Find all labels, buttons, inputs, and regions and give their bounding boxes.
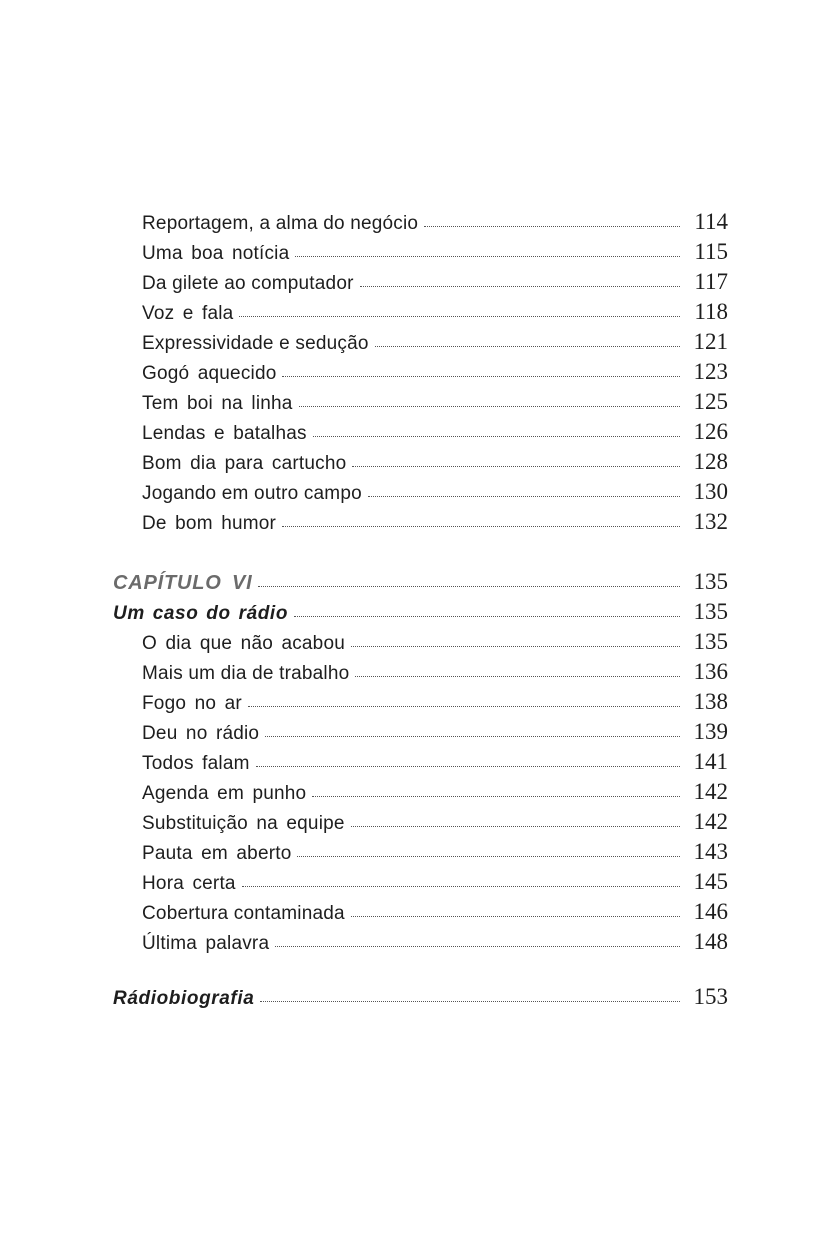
toc-entry	[0, 507, 828, 537]
toc-entry	[0, 687, 828, 717]
dot-leader	[282, 525, 680, 527]
toc-entry-page: 142	[693, 779, 728, 804]
toc-entry	[0, 837, 828, 867]
dot-leader	[351, 645, 680, 647]
toc-entry-page: 142	[693, 809, 728, 834]
toc-entry-page: 130	[693, 479, 728, 504]
dot-leader	[265, 735, 680, 737]
toc-entry-title: Reportagem, a alma do negócio	[142, 213, 419, 234]
toc-entry-page: 135	[693, 599, 728, 624]
toc-entry-title: Agenda em punho	[142, 783, 307, 804]
dot-leader	[239, 315, 680, 317]
toc-entry-title: Substituição na equipe	[142, 813, 345, 834]
toc-entry-title: Deu no rádio	[142, 723, 260, 744]
toc-entry-title: Todos falam	[142, 753, 250, 774]
dot-leader	[424, 225, 680, 227]
dot-leader	[295, 255, 680, 257]
toc-entry-page: 148	[693, 929, 728, 954]
toc-section-heading	[0, 982, 828, 1012]
toc-entry-title: Jogando em outro campo	[142, 483, 362, 504]
toc-entry	[0, 477, 828, 507]
toc-entry	[0, 747, 828, 777]
toc-entry-title: Um caso do rádio	[113, 603, 289, 624]
toc-entry-page: 153	[693, 984, 728, 1009]
toc-entry	[0, 927, 828, 957]
dot-leader	[242, 885, 680, 887]
toc-entry-title: Voz e fala	[142, 303, 234, 324]
toc-entry-title: Pauta em aberto	[142, 843, 292, 864]
toc-entry-page: 128	[693, 449, 728, 474]
dot-leader	[282, 375, 680, 377]
toc-entry-page: 139	[693, 719, 728, 744]
dot-leader	[313, 435, 680, 437]
toc-entry	[0, 447, 828, 477]
dot-leader	[258, 585, 680, 587]
toc-entry-title: Bom dia para cartucho	[142, 453, 347, 474]
toc-entry-page: 138	[693, 689, 728, 714]
toc-entry-title: Hora certa	[142, 873, 236, 894]
toc-entry-page: 117	[694, 269, 728, 294]
dot-leader	[256, 765, 680, 767]
toc-entry-title: Da gilete ao computador	[142, 273, 354, 294]
toc-entry-page: 118	[694, 299, 728, 324]
toc-entry	[0, 807, 828, 837]
dot-leader	[260, 1000, 680, 1002]
toc-entry-title: Mais um dia de trabalho	[142, 663, 350, 684]
toc-entry-page: 136	[693, 659, 728, 684]
toc-entry	[0, 357, 828, 387]
toc-entry	[0, 387, 828, 417]
dot-leader	[299, 405, 680, 407]
dot-leader	[351, 915, 680, 917]
toc-entry-title: Rádiobiografia	[113, 988, 255, 1009]
toc-entry-title: De bom humor	[142, 513, 277, 534]
toc-entry-title: Fogo no ar	[142, 693, 242, 714]
toc-entry-page: 114	[694, 209, 728, 234]
toc-entry-title: O dia que não acabou	[142, 633, 345, 654]
toc-entry-page: 141	[693, 749, 728, 774]
toc-entry	[0, 327, 828, 357]
toc-section-heading	[0, 597, 828, 627]
toc-entry-page: 115	[694, 239, 728, 264]
toc-entry-title: Expressividade e sedução	[142, 333, 369, 354]
toc-entry-page: 145	[693, 869, 728, 894]
toc-entry-page: 143	[693, 839, 728, 864]
toc-entry-title: Uma boa notícia	[142, 243, 290, 264]
toc-entry	[0, 627, 828, 657]
dot-leader	[351, 825, 680, 827]
toc-entry-title: Gogó aquecido	[142, 363, 277, 384]
toc-entry-title: CAPÍTULO VI	[113, 572, 253, 594]
toc-chapter-heading	[0, 567, 828, 597]
toc-entry-page: 126	[693, 419, 728, 444]
toc-entry	[0, 867, 828, 897]
toc-entry-page: 121	[693, 329, 728, 354]
toc-entry-title: Tem boi na linha	[142, 393, 293, 414]
toc-entry-page: 132	[693, 509, 728, 534]
dot-leader	[294, 615, 680, 617]
toc-entry-title: Última palavra	[142, 933, 270, 954]
toc-entry-title: Cobertura contaminada	[142, 903, 345, 924]
dot-leader	[368, 495, 680, 497]
toc-entry	[0, 717, 828, 747]
toc-entry	[0, 207, 828, 237]
dot-leader	[352, 465, 680, 467]
dot-leader	[275, 945, 680, 947]
toc-entry-page: 123	[693, 359, 728, 384]
dot-leader	[297, 855, 680, 857]
toc-entry-page: 146	[693, 899, 728, 924]
toc-entry	[0, 657, 828, 687]
toc-entry	[0, 897, 828, 927]
toc-entry-page: 135	[693, 629, 728, 654]
dot-leader	[375, 345, 680, 347]
toc-entry	[0, 417, 828, 447]
dot-leader	[355, 675, 680, 677]
toc-entry-page: 125	[693, 389, 728, 414]
toc-entry	[0, 777, 828, 807]
toc-entry	[0, 267, 828, 297]
toc-entry-title: Lendas e batalhas	[142, 423, 307, 444]
dot-leader	[312, 795, 680, 797]
toc-entry	[0, 237, 828, 267]
toc-entry	[0, 297, 828, 327]
toc-entry-page: 135	[693, 569, 728, 594]
dot-leader	[248, 705, 680, 707]
dot-leader	[360, 285, 680, 287]
